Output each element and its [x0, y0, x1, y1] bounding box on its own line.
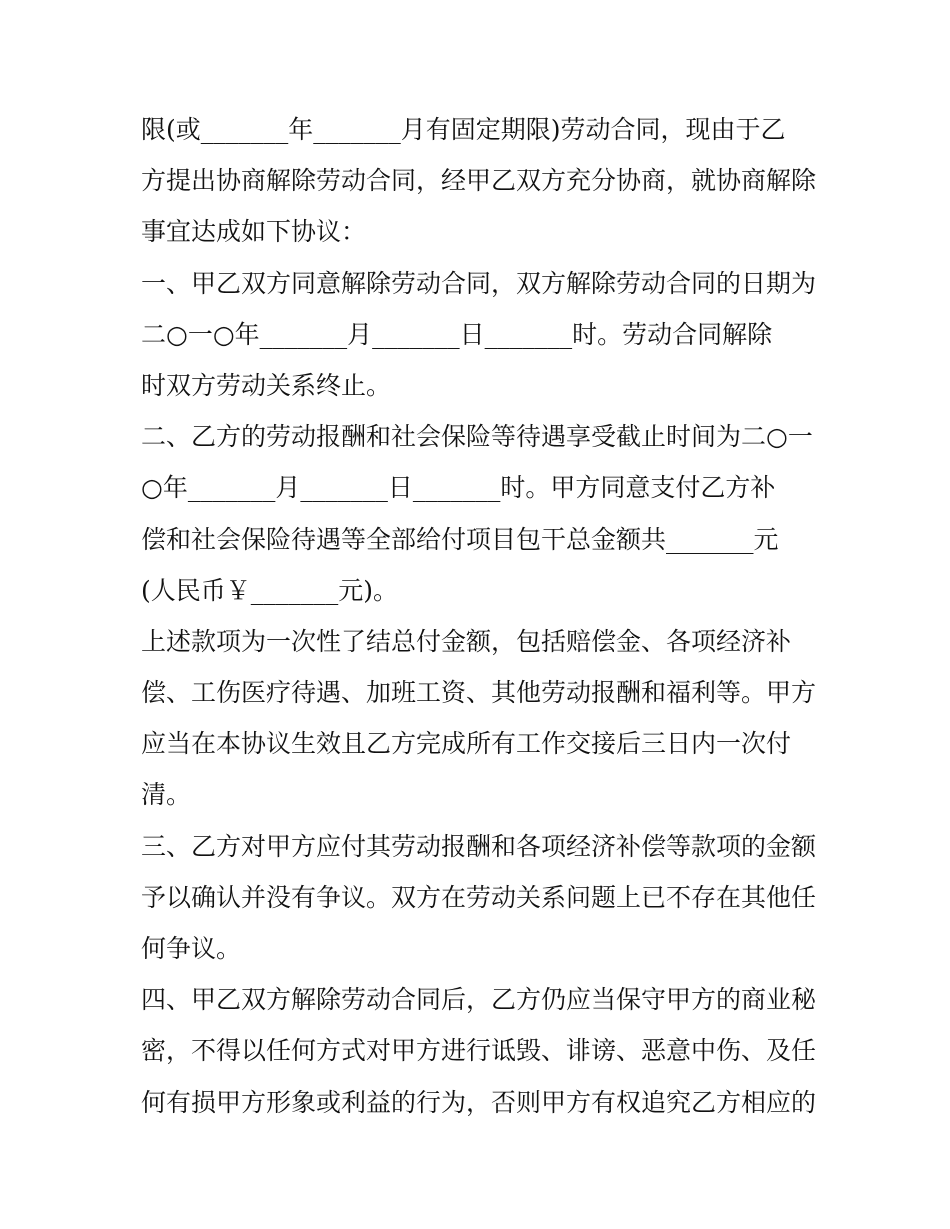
text-line: 何有损甲方形象或利益的行为，否则甲方有权追究乙方相应的 — [141, 1087, 817, 1117]
text-line: 清。 — [141, 780, 192, 810]
document-body — [141, 104, 821, 1128]
text-line: 三、乙方对甲方应付其劳动报酬和各项经济补偿等款项的金额 — [141, 831, 817, 861]
text-line: 二、乙方的劳动报酬和社会保险等待遇享受截止时间为二○一 — [141, 422, 813, 452]
text-line: ○年_______月_______日_______时。甲方同意支付乙方补 — [141, 473, 776, 503]
text-line: 四、甲乙双方解除劳动合同后，乙方仍应当保守甲方的商业秘 — [141, 985, 817, 1015]
text-line: 偿、工伤医疗待遇、加班工资、其他劳动报酬和福利等。甲方 — [141, 678, 817, 708]
text-line: 事宜达成如下协议： — [141, 217, 367, 247]
text-line: 一、甲乙双方同意解除劳动合同，双方解除劳动合同的日期为 — [141, 268, 817, 298]
text-line: 何争议。 — [141, 934, 242, 963]
text-line: 予以确认并没有争议。双方在劳动关系问题上已不存在其他任 — [141, 882, 817, 912]
text-line: (人民币￥_______元)。 — [141, 575, 399, 605]
text-line: 限(或_______年_______月有固定期限)劳动合同，现由于乙 — [141, 115, 786, 144]
text-line: 时双方劳动关系终止。 — [141, 370, 392, 400]
text-line: 方提出协商解除劳动合同，经甲乙双方充分协商，就协商解除 — [141, 166, 817, 196]
text-line: 偿和社会保险待遇等全部给付项目包干总金额共_______元 — [141, 524, 779, 554]
text-line: 密，不得以任何方式对甲方进行诋毁、诽谤、恶意中伤、及任 — [141, 1036, 817, 1066]
text-line: 二○一○年_______月_______日_______时。劳动合同解除 — [141, 319, 773, 349]
text-line: 上述款项为一次性了结总付金额，包括赔偿金、各项经济补 — [141, 626, 792, 656]
text-line: 应当在本协议生效且乙方完成所有工作交接后三日内一次付 — [141, 729, 792, 759]
